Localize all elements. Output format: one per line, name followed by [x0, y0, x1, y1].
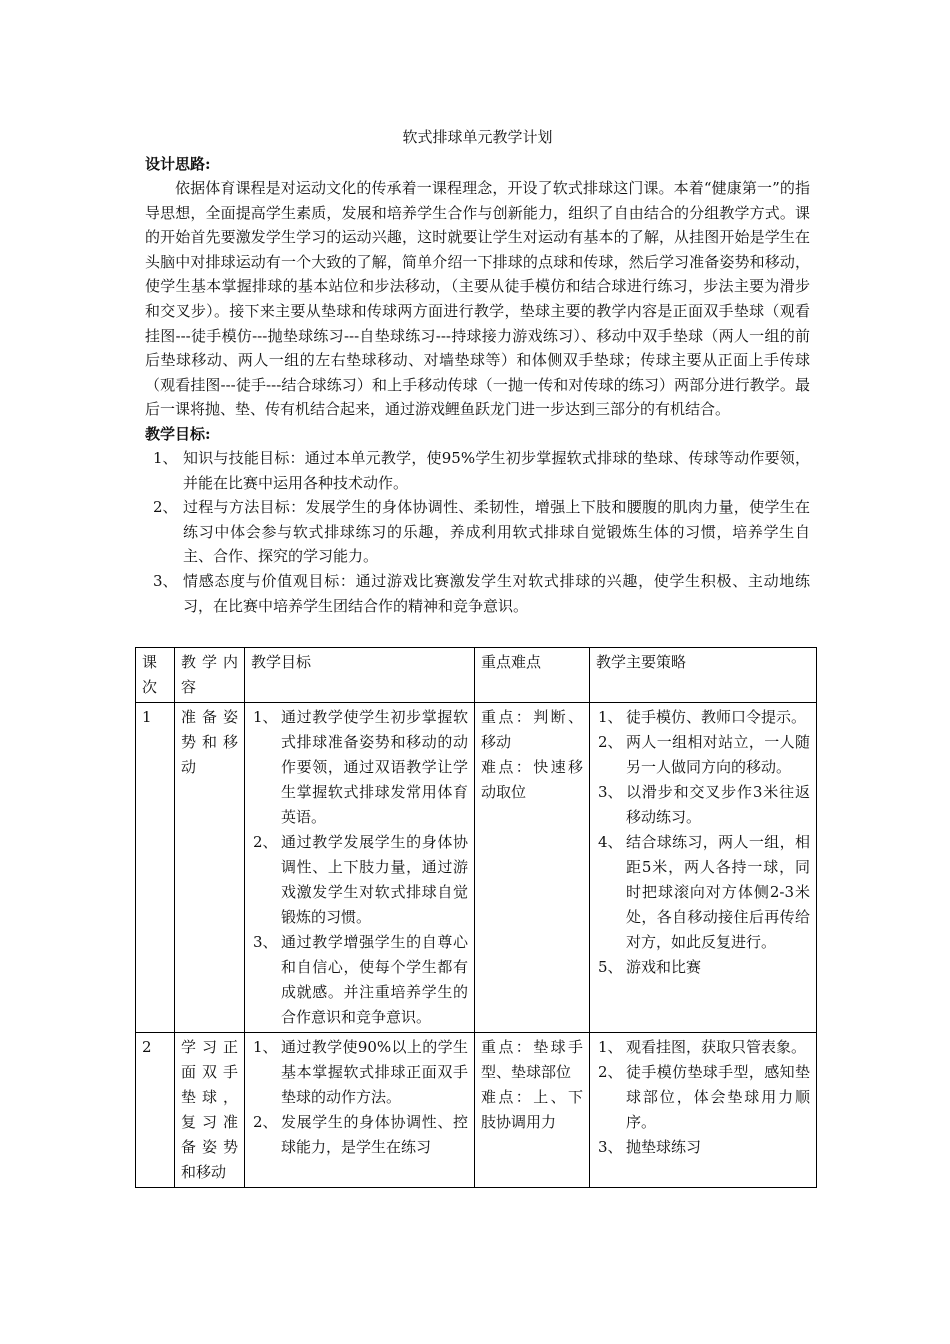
- goal-item: 1、 知识与技能目标：通过本单元教学，使95%学生初步掌握软式排球的垫球、传球等动作要领，并能在比赛中运用各种技术动作。: [153, 448, 810, 492]
- goal-item: 3、 情感态度与价值观目标：通过游戏比赛激发学生对软式排球的兴趣，使学生积极、主动地练习，在比赛中培养学生团结合作的精神和竞争意识。: [153, 571, 810, 615]
- table-row: [136, 703, 817, 1033]
- document-title: 软式排球单元教学计划: [402, 128, 553, 146]
- objective-item: 2、 发展学生的身体协调性、控球能力，是学生在练习: [253, 1113, 468, 1156]
- cell-objectives: [245, 703, 475, 1033]
- cell-strategies: [590, 1033, 817, 1188]
- cell-content: 学习正面双手垫球，复习准备姿势和移动: [175, 1033, 245, 1188]
- strategy-item: 2、 两人一组相对站立，一人随另一人做同方向的移动。: [598, 733, 810, 776]
- goal-item: 2、 过程与方法目标：发展学生的身体协调性、柔韧性，增强上下肢和腰腹的肌肉力量，使学生在练习中体会参与软式排球练习的乐趣，养成利用软式排球自觉锻炼生体的习惯，培养学生自主、合作、探究的学习能力。: [153, 498, 810, 566]
- key-point: 重点：垫球手型、垫球部位: [481, 1038, 583, 1081]
- objective-item: 1、 通过教学使学生初步掌握软式排球准备姿势和移动的动作要领，通过双语教学让学生掌握软式排球发常用体育英语。: [253, 708, 468, 826]
- design-heading: 设计思路:: [145, 155, 211, 173]
- objective-item: 1、 通过教学使90%以上的学生基本掌握软式排球正面双手垫球的动作方法。: [253, 1038, 468, 1106]
- goals-heading: 教学目标:: [145, 424, 211, 443]
- difficulty-point: 难点：快速移动取位: [481, 758, 583, 801]
- cell-strategies: [590, 703, 817, 1033]
- header-lesson: 课次: [136, 648, 175, 703]
- strategy-item: 5、 游戏和比赛: [598, 958, 702, 976]
- header-objectives: 教学目标: [245, 648, 475, 703]
- strategy-item: 4、 结合球练习，两人一组，相距5米，两人各持一球，同时把球滚向对方体侧2-3米处，各自移动接住后再传给对方，如此反复进行。: [598, 833, 810, 951]
- cell-objectives: [245, 1033, 475, 1188]
- strategy-item: 3、 抛垫球练习: [598, 1138, 702, 1156]
- cell-lesson: 1: [136, 703, 175, 1033]
- strategy-item: 1、 观看挂图，获取只管表象。: [598, 1038, 807, 1056]
- table-row: [136, 1033, 817, 1188]
- strategy-item: 1、 徒手模仿、教师口令提示。: [598, 708, 807, 726]
- key-point: 重点：判断、移动: [481, 708, 583, 751]
- table-header-row: [136, 648, 817, 703]
- header-key-points: 重点难点: [475, 648, 590, 703]
- strategy-item: 2、 徒手模仿垫球手型，感知垫球部位，体会垫球用力顺序。: [598, 1063, 810, 1131]
- header-strategies: 教学主要策略: [590, 648, 817, 703]
- header-content: 教学内容: [175, 648, 245, 703]
- cell-key-points: [475, 1033, 590, 1188]
- lesson-plan-table: [135, 647, 817, 1188]
- objective-item: 3、 通过教学增强学生的自尊心和自信心，使每个学生都有成就感。并注重培养学生的合作意识和竞争意识。: [253, 933, 468, 1026]
- cell-lesson: 2: [136, 1033, 175, 1188]
- document-page: [145, 125, 810, 618]
- design-paragraph: 依据体育课程是对运动文化的传承着一课程理念，开设了软式排球这门课。本着“健康第一”的指导思想，全面提高学生素质，发展和培养学生合作与创新能力，组织了自由结合的分组教学方式。课的开始首先要激发学生学习的运动兴趣，这时就要让学生对运动有基本的了解，从挂图开始是学生在头脑中对排球运动有一个大致的了解，简单介绍一下排球的点球和传球，然后学习准备姿势和移动，使学生基本掌握排球的基本站位和步法移动，（主要从徒手模仿和结合球进行练习，步法主要为滑步和交叉步）。接下来主要从垫球和传球两方面进行教学，垫球主要的教学内容是正面双手垫球（观看挂图---徒手模仿---抛垫球练习---自垫球练习---持球接力游戏练习）、移动中双手垫球（两人一组的前后垫球移动、两人一组的左右垫球移动、对墙垫球等）和体侧双手垫球；传球主要从正面上手传球（观看挂图---徒手---结合球练习）和上手移动传球（一抛一传和对传球的练习）两部分进行教学。最后一课将抛、垫、传有机结合起来，通过游戏鲤鱼跃龙门进一步达到三部分的有机结合。: [145, 179, 810, 419]
- cell-key-points: [475, 703, 590, 1033]
- goals-list: [145, 446, 810, 618]
- difficulty-point: 难点：上、下肢协调用力: [481, 1088, 583, 1131]
- strategy-item: 3、 以滑步和交叉步作3米往返移动练习。: [598, 783, 810, 826]
- cell-content: 准备姿势和移动: [175, 703, 245, 1033]
- objective-item: 2、 通过教学发展学生的身体协调性、上下肢力量，通过游戏激发学生对软式排球自觉锻炼的习惯。: [253, 833, 468, 926]
